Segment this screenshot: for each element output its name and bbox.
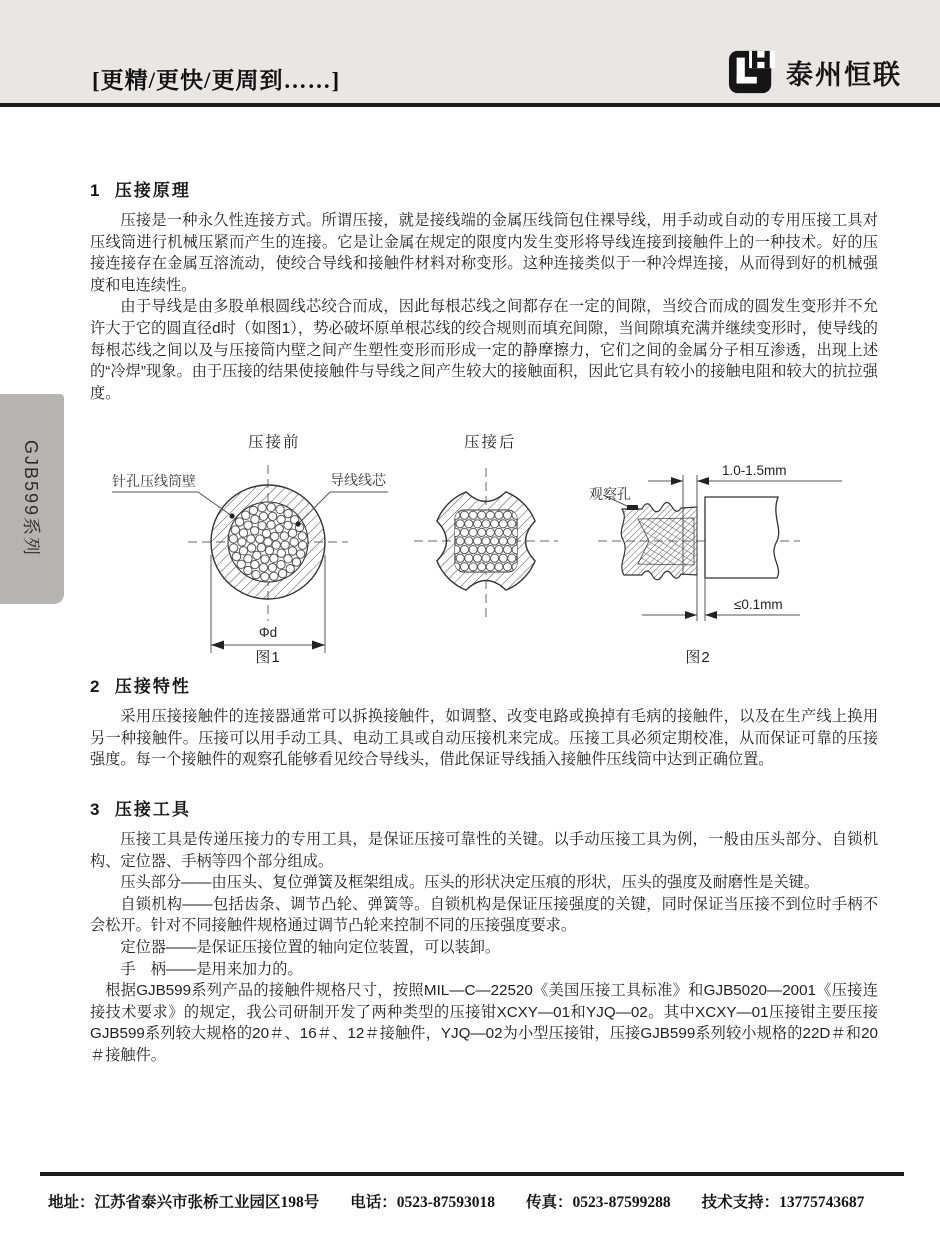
paragraph: 手 柄——是用来加力的。 xyxy=(120,960,303,978)
figure1-before-crimp-drawing xyxy=(112,465,388,666)
brand-lockup xyxy=(728,48,902,96)
page-header xyxy=(0,0,940,107)
inspection-hole-label: 观察孔 xyxy=(589,486,631,502)
section-2-heading: 2 压接特性 xyxy=(90,677,191,696)
crimp-diagram-canvas xyxy=(100,425,890,675)
company-logo-icon xyxy=(728,48,776,96)
section-crimp-principle xyxy=(90,176,878,404)
paragraph: 自锁机构——包括齿条、调节凸轮、弹簧等。自锁机构是保证压接强度的关键，同时保证当压接不到位时手柄不会松开。针对不同接触件规格通过调节凸轮来控制不同的压接强度要求。 xyxy=(90,895,878,935)
fig1-dimension: Φd xyxy=(258,625,278,640)
fig2-dim-bottom: ≤0.1mm xyxy=(734,597,783,612)
footer-address: 地址：江苏省泰兴市张桥工业园区198号 xyxy=(48,1194,320,1211)
section-crimp-characteristics xyxy=(90,672,878,771)
header-slogan: [更精/更快/更周到……] xyxy=(92,68,341,93)
barrel-wall-label: 针孔压线筒壁 xyxy=(112,473,196,489)
footer-support: 技术支持：13775743687 xyxy=(701,1194,865,1211)
crimp-diagrams-figure xyxy=(100,425,890,675)
series-tab-label: GJB599系列 xyxy=(21,440,41,558)
wire-core-label: 导线线芯 xyxy=(330,472,386,488)
footer-phone: 电话：0523-87593018 xyxy=(350,1194,495,1211)
section-crimp-tools xyxy=(90,795,878,1067)
footer-rule xyxy=(40,1172,904,1176)
figure2-side-view-drawing xyxy=(598,463,842,666)
paragraph: 压头部分——由压头、复位弹簧及框架组成。压头的形状决定压痕的形状，压头的强度及耐磨性是关键。 xyxy=(120,874,820,892)
paragraph: 根据GJB599系列产品的接触件规格尺寸，按照MIL—C—22520《美国压接工具标准》和GJB5020—2001《压接连接技术要求》的规定，我公司研制开发了两种类型的压接钳XCXY—01和YJQ—02。其中XCXY—01压接钳主要压接GJB599系列较大规格的20＃、16＃、12＃接触件，YJQ—02为小型压接钳，压接GJB599系列较小规格的22D＃和20＃接触件。 xyxy=(90,982,878,1064)
page-footer xyxy=(48,1190,908,1212)
fig2-dim-top: 1.0-1.5mm xyxy=(722,463,787,478)
fig2-caption: 图2 xyxy=(685,649,711,666)
fig1-caption: 图1 xyxy=(255,649,281,666)
paragraph: 由于导线是由多股单根圆线芯绞合而成，因此每根芯线之间都存在一定的间隙，当绞合而成的圆发生变形并不允许大于它的圆直径d时（如图1），势必破坏原单根芯线的绞合规则而填充间隙，当间隙填充满并继续变形时，使导线的每根芯线之间以及与压接筒内壁之间产生塑性变形而形成一定的静摩擦力，它们之间的金属分子相互渗透，出现上述的“冷焊”现象。由于压接的结果使接触件与导线之间产生较大的接触面积，因此它具有较小的接触电阻和较大的抗拉强度。 xyxy=(90,298,878,402)
brand-name: 泰州恒联 xyxy=(786,59,902,90)
series-tab xyxy=(0,394,64,604)
paragraph: 定位器——是保证压接位置的轴向定位装置，可以装卸。 xyxy=(120,938,501,956)
footer-fax: 传真：0523-87599288 xyxy=(525,1194,671,1211)
paragraph: 压接是一种永久性连接方式。所谓压接，就是接线端的金属压线筒包住裸导线，用手动或自动的专用压接工具对压线筒进行机械压紧而产生的连接。它是让金属在规定的限度内发生变形将导线连接到接触件上的一种技术。好的压接连接存在金属互溶流动，使绞合导线和接触件材料对称变形。这种连接类似于一种冷焊连接，从而得到好的机械强度和电连续性。 xyxy=(90,212,878,294)
section-1-heading: 1 压接原理 xyxy=(90,181,191,200)
figure-after-title: 压接后 xyxy=(464,434,517,451)
section-3-heading: 3 压接工具 xyxy=(90,800,191,819)
paragraph: 压接工具是传递压接力的专用工具，是保证压接可靠性的关键。以手动压接工具为例，一般由压头部分、自锁机构、定位器、手柄等四个部分组成。 xyxy=(90,831,878,870)
figure-before-title: 压接前 xyxy=(248,434,301,451)
paragraph: 采用压接接触件的连接器通常可以拆换接触件，如调整、改变电路或换掉有毛病的接触件，以及在生产线上换用另一种接触件。压接可以用手动工具、电动工具或自动压接机来完成。压接工具必须定期校准，从而保证可靠的压接强度。每一个接触件的观察孔能够看见绞合导线头，借此保证导线插入接触件压线筒中达到正确位置。 xyxy=(90,708,878,769)
figure2-cross-section-drawing xyxy=(414,468,558,617)
